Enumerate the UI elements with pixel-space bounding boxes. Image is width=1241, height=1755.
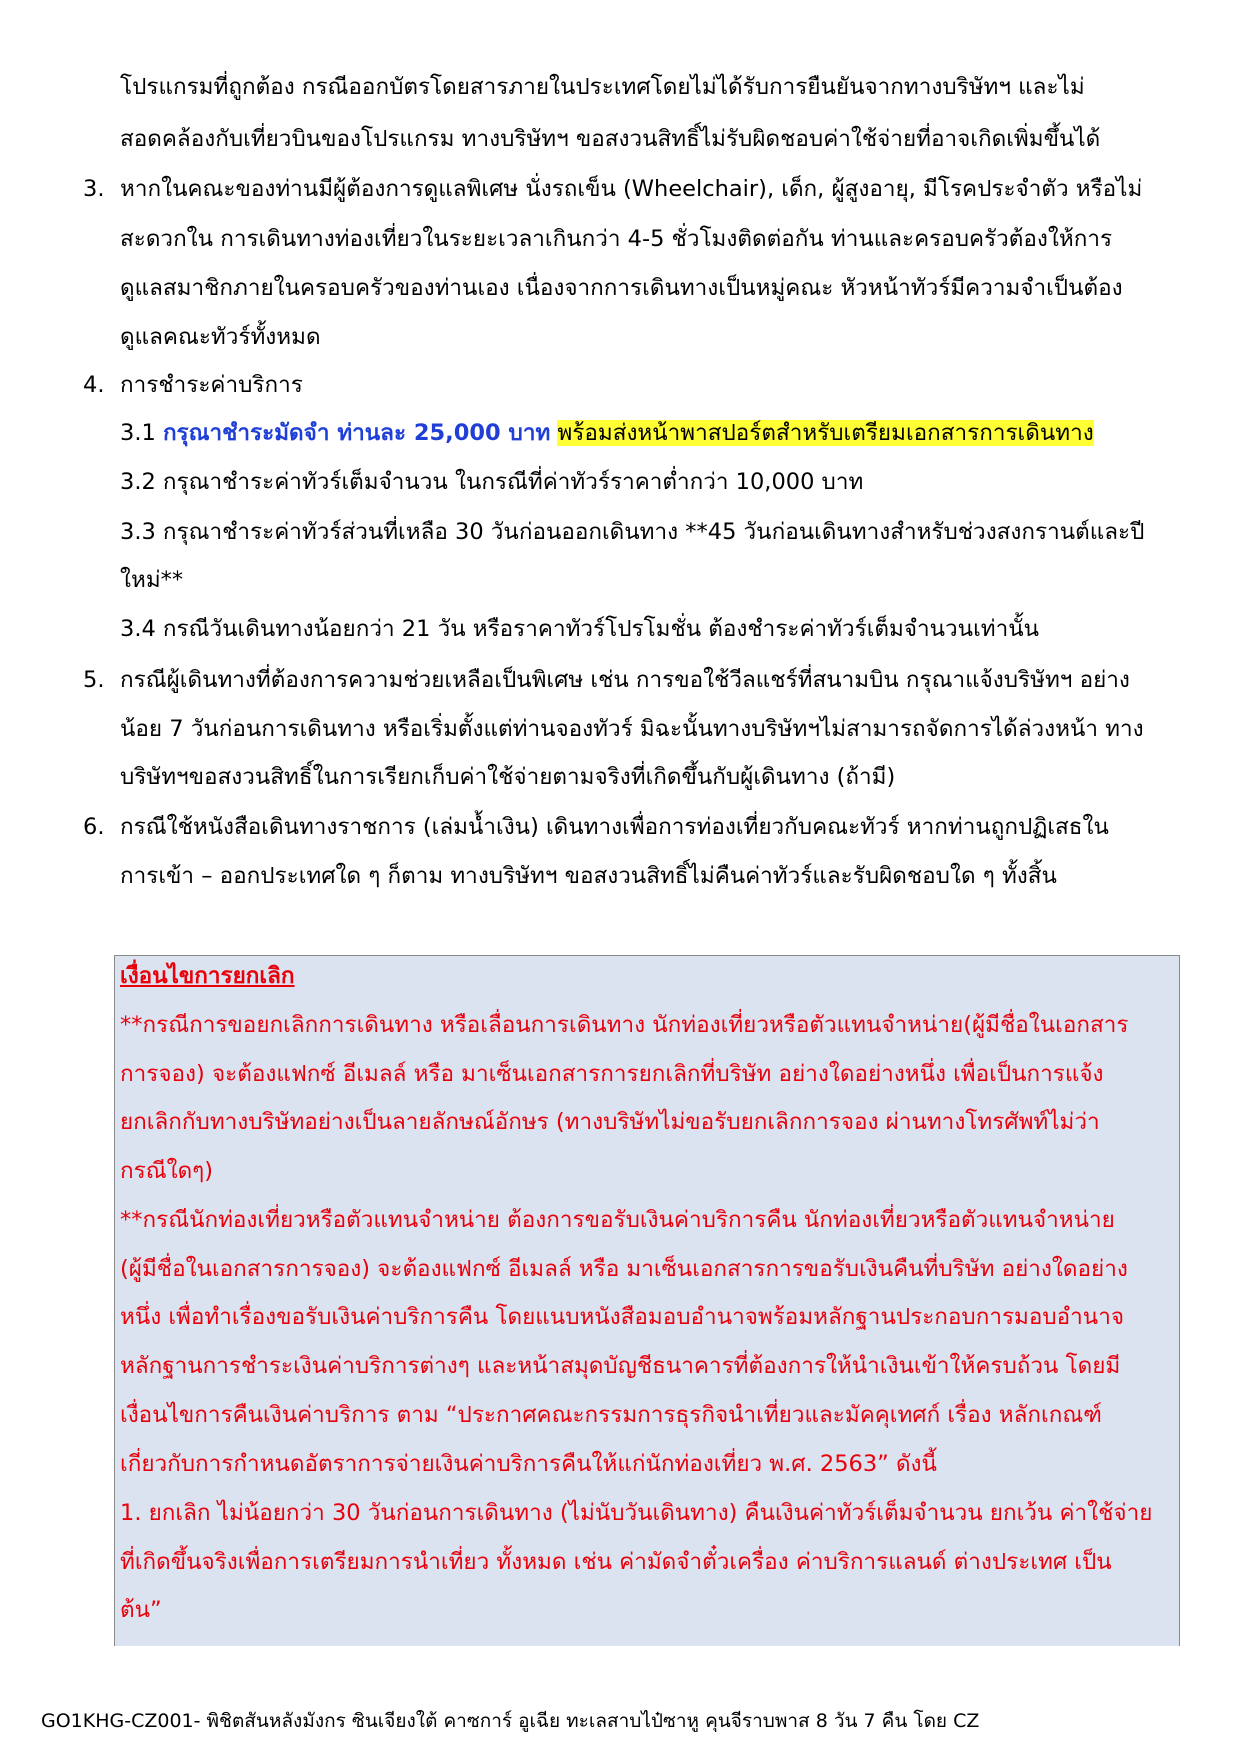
cancellation-line-12: ที่เกิดขึ้นจริงเพื่อการเตรียมการนำเที่ยว ทั้งหมด เช่น ค่ามัดจำตั๋วเครื่อง ค่าบริการแลนด์ ต่างประเทศ เป็น — [120, 1549, 1112, 1575]
item-3-line-2: สะดวกใน การเดินทางท่องเที่ยวในระยะเวลาเกินกว่า 4-5 ชั่วโมงติดต่อกัน ท่านและครอบครัวต้องให้การ — [120, 226, 1113, 252]
page-footer: GO1KHG-CZ001- พิชิตสันหลังมังกร ซินเจียงใต้ คาซการ์ อูเฉีย ทะเลสาบไป๋ซาหู คุนจีราบพาส 8 วัน 7 คืน โดย CZ — [41, 1710, 980, 1732]
cancellation-line-5: **กรณีนักท่องเที่ยวหรือตัวแทนจำหน่าย ต้องการขอรับเงินค่าบริการคืน นักท่องเที่ยวหรือตัวแทนจำหน่าย — [120, 1207, 1115, 1233]
item-3-line-1: หากในคณะของท่านมีผู้ต้องการดูแลพิเศษ นั่งรถเข็น (Wheelchair), เด็ก, ผู้สูงอายุ, มีโรคประจำตัว หรือไม่ — [120, 176, 1143, 202]
cancellation-line-2: การจอง) จะต้องแฟกซ์ อีเมลล์ หรือ มาเซ็นเอกสารการยกเลิกที่บริษัท อย่างใดอย่างหนึ่ง เพื่อเป็นการแจ้ง — [120, 1061, 1104, 1087]
cancellation-line-3: ยกเลิกกับทางบริษัทอย่างเป็นลายลักษณ์อักษร (ทางบริษัทไม่ขอรับยกเลิกการจอง ผ่านทางโทรศัพท์ไม่ว่า — [120, 1109, 1100, 1135]
item-3-number: 3. — [83, 176, 105, 202]
deposit-amount-text: กรุณาชำระมัดจำ ท่านละ 25,000 บาท — [162, 420, 551, 446]
cancellation-line-1: **กรณีการขอยกเลิกการเดินทาง หรือเลื่อนการเดินทาง นักท่องเที่ยวหรือตัวแทนจำหน่าย(ผู้มีชื่อในเอกสาร — [120, 1012, 1129, 1038]
item-4-sub-2: 3.2 กรุณาชำระค่าทัวร์เต็มจำนวน ในกรณีที่ค่าทัวร์ราคาต่ำกว่า 10,000 บาท — [120, 469, 864, 495]
item-4-sub-1 — [120, 413, 1094, 453]
item-4-number: 4. — [83, 372, 105, 398]
item-4-sub-4: 3.4 กรณีวันเดินทางน้อยกว่า 21 วัน หรือราคาทัวร์โปรโมชั่น ต้องชำระค่าทัวร์เต็มจำนวนเท่านั้น — [120, 616, 1039, 642]
passport-highlight-text: พร้อมส่งหน้าพาสปอร์ตสำหรับเตรียมเอกสารการเดินทาง — [557, 420, 1094, 446]
item-4-sub-3-line-2: ใหม่** — [120, 567, 184, 593]
item-6-line-1: กรณีใช้หนังสือเดินทางราชการ (เล่มน้ำเงิน) เดินทางเพื่อการท่องเที่ยวกับคณะทัวร์ หากท่านถูกปฏิเสธใน — [120, 814, 1109, 840]
item-6-line-2: การเข้า – ออกประเทศใด ๆ ก็ตาม ทางบริษัทฯ ขอสงวนสิทธิ์ไม่คืนค่าทัวร์และรับผิดชอบใด ๆ ทั้งสิ้น — [120, 863, 1057, 889]
intro-line-2: สอดคล้องกับเที่ยวบินของโปรแกรม ทางบริษัทฯ ขอสงวนสิทธิ์ไม่รับผิดชอบค่าใช้จ่ายที่อาจเกิดเพิ่มขึ้นได้ — [120, 126, 1101, 152]
item-4-sub-3-line-1: 3.3 กรุณาชำระค่าทัวร์ส่วนที่เหลือ 30 วันก่อนออกเดินทาง **45 วันก่อนเดินทางสำหรับช่วงสงกรานต์และปี — [120, 519, 1145, 545]
intro-line-1: โปรแกรมที่ถูกต้อง กรณีออกบัตรโดยสารภายในประเทศโดยไม่ได้รับการยืนยันจากทางบริษัทฯ และไม่ — [120, 74, 1085, 100]
cancellation-line-9: เงื่อนไขการคืนเงินค่าบริการ ตาม “ประกาศคณะกรรมการธุรกิจนำเที่ยวและมัคคุเทศก์ เรื่อง หลักเกณฑ์ — [120, 1402, 1102, 1428]
item-5-line-1: กรณีผู้เดินทางที่ต้องการความช่วยเหลือเป็นพิเศษ เช่น การขอใช้วีลแชร์ที่สนามบิน กรุณาแจ้งบริษัทฯ อย่าง — [120, 667, 1130, 693]
cancellation-line-7: หนึ่ง เพื่อทำเรื่องขอรับเงินค่าบริการคืน โดยแนบหนังสือมอบอำนาจพร้อมหลักฐานประกอบการมอบอำนาจ — [120, 1304, 1125, 1330]
item-4-title: การชำระค่าบริการ — [120, 372, 303, 398]
item-6-number: 6. — [83, 814, 105, 840]
cancellation-conditions-box — [114, 955, 1180, 1646]
cancellation-line-4: กรณีใดๆ) — [120, 1158, 214, 1184]
item-3-line-3: ดูแลสมาชิกภายในครอบครัวของท่านเอง เนื่องจากการเดินทางเป็นหมู่คณะ หัวหน้าทัวร์มีความจำเป็นต้อง — [120, 275, 1123, 301]
cancellation-line-10: เกี่ยวกับการกำหนดอัตราการจ่ายเงินค่าบริการคืนให้แก่นักท่องเที่ยว พ.ศ. 2563” ดังนี้ — [120, 1451, 937, 1477]
cancellation-title: เงื่อนไขการยกเลิก — [120, 963, 295, 989]
cancellation-line-6: (ผู้มีชื่อในเอกสารการจอง) จะต้องแฟกซ์ อีเมลล์ หรือ มาเซ็นเอกสารการขอรับเงินคืนที่บริษัท อย่างใดอย่าง — [120, 1256, 1128, 1282]
item-5-line-3: บริษัทฯขอสงวนสิทธิ์ในการเรียกเก็บค่าใช้จ่ายตามจริงที่เกิดขึ้นกับผู้เดินทาง (ถ้ามี) — [120, 764, 896, 790]
cancellation-line-11: 1. ยกเลิก ไม่น้อยกว่า 30 วันก่อนการเดินทาง (ไม่นับวันเดินทาง) คืนเงินค่าทัวร์เต็มจำนวน ยกเว้น ค่าใช้จ่าย — [120, 1500, 1153, 1526]
item-5-number: 5. — [83, 667, 105, 693]
item-3-line-4: ดูแลคณะทัวร์ทั้งหมด — [120, 324, 321, 350]
cancellation-line-8: หลักฐานการชำระเงินค่าบริการต่างๆ และหน้าสมุดบัญชีธนาคารที่ต้องการให้นำเงินเข้าให้ครบถ้วน โดยมี — [120, 1353, 1121, 1379]
cancellation-line-13: ต้น” — [120, 1597, 162, 1623]
sub-1-prefix: 3.1 — [120, 420, 163, 446]
item-5-line-2: น้อย 7 วันก่อนการเดินทาง หรือเริ่มตั้งแต่ท่านจองทัวร์ มิฉะนั้นทางบริษัทฯไม่สามารถจัดการได้ล่วงหน้า ทาง — [120, 716, 1144, 742]
